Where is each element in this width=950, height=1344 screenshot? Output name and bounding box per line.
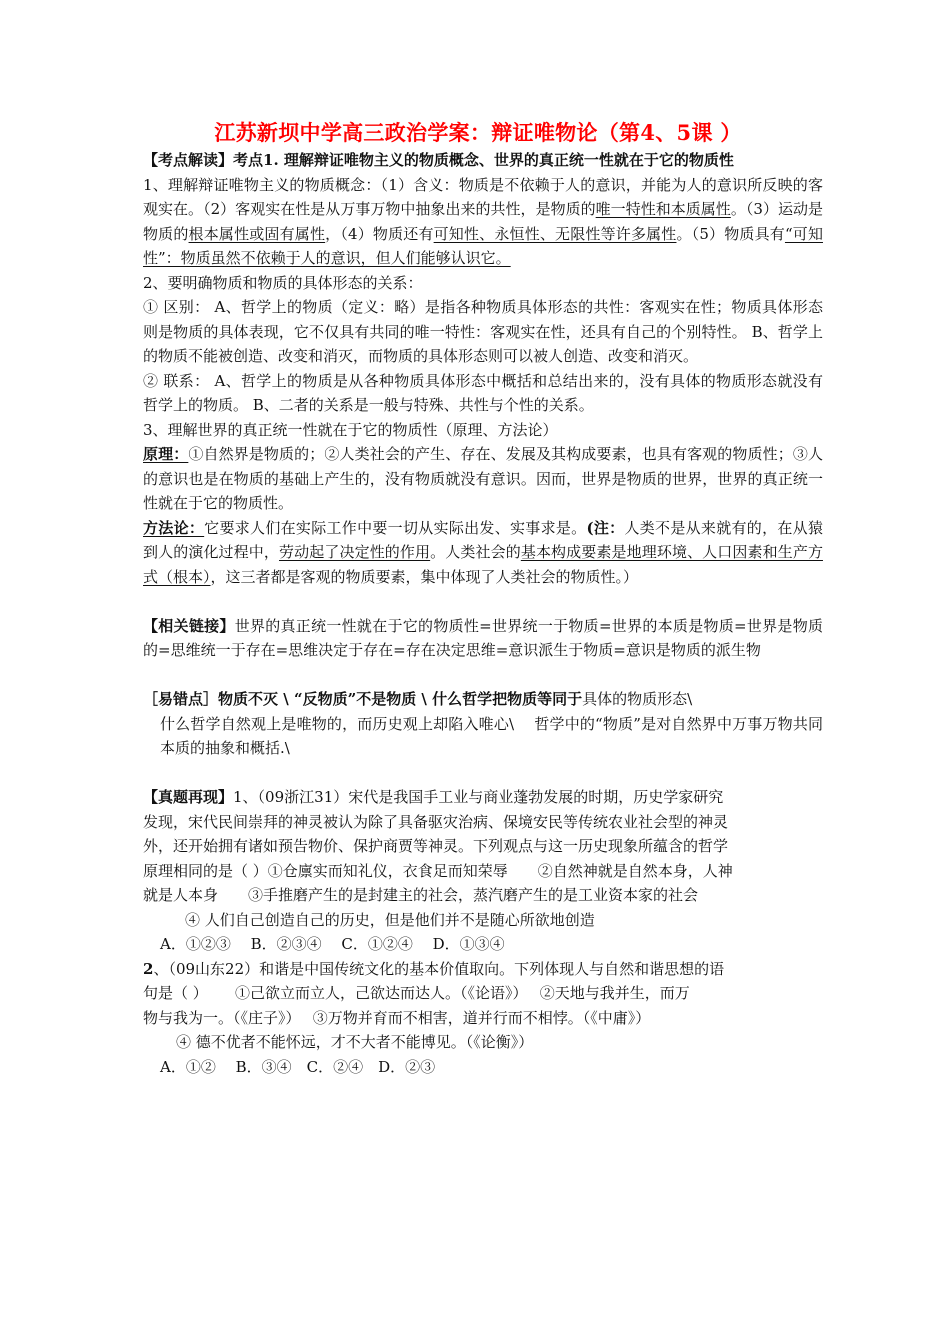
question-1 bbox=[143, 785, 823, 957]
related-link-text: 世界的真正统一性就在于它的物质性=世界统一于物质=世界的本质是物质=世界是物质的=思维统一于存在=思维决定于存在=存在决定思维=意识派生于物质=意识是物质的派生物 bbox=[143, 616, 823, 659]
text-run: 它要求人们在实际工作中要一切从实际出发、实事求是。 bbox=[204, 518, 587, 537]
question-1-line bbox=[143, 785, 823, 810]
question-1-options: A．①②③ B．②③④ C．①②④ D．①③④ bbox=[160, 935, 505, 953]
question-2-line: 物与我为一。（《庄子》） ③万物并育而不相害，道并行而不相悖。（《中庸》） bbox=[143, 1008, 651, 1027]
question-text: 1、（09浙江31）宋代是我国手工业与商业蓬勃发展的时期，历史学家研究 bbox=[233, 788, 724, 806]
related-link-tag: 【相关链接】 bbox=[143, 616, 235, 635]
question-2-line bbox=[143, 957, 823, 982]
text-run: ，这三者都是客观的物质要素，集中体现了人类社会的物质性。） bbox=[210, 567, 639, 586]
document-page bbox=[143, 118, 823, 1079]
underlined-text: “可知性”：物质虽然不依赖于人的意识，但人们能够认识它。 bbox=[143, 224, 823, 267]
spacer bbox=[143, 663, 823, 688]
related-link-paragraph bbox=[143, 614, 823, 663]
question-2-number: 2 bbox=[143, 959, 154, 978]
principle-label: 原理： bbox=[143, 445, 189, 463]
question-2-options: A．①② B．③④ C．②④ D．②③ bbox=[160, 1057, 436, 1076]
error-points-paragraph bbox=[143, 687, 823, 712]
spacer bbox=[143, 761, 823, 786]
principle-paragraph bbox=[143, 442, 823, 516]
error-points-line-2: 什么哲学自然观上是唯物的，而历史观上却陷入唯心\ 哲学中的“物质”是对自然界中万事万物共同本质的抽象和概括.\ bbox=[160, 714, 823, 757]
question-2-line: 句是（ ） ①己欲立而立人，己欲达而达人。（《论语》） ②天地与我并生，而万 bbox=[143, 984, 690, 1002]
question-2-item-4: ④ 德不优者不能怀远，才不大者不能博见。（《论衡》） bbox=[176, 1033, 534, 1051]
question-1-item-4: ④ 人们自己创造自己的历史，但是他们并不是随心所欲地创造 bbox=[185, 910, 595, 929]
error-points-tag: ［易错点］ bbox=[143, 690, 219, 708]
question-1-line: 发现，宋代民间崇拜的神灵被认为除了具备驱灾治病、保境安民等传统农业社会型的神灵 bbox=[143, 812, 729, 831]
text-run: 。人类社会的 bbox=[430, 543, 521, 561]
question-text: 、（09山东22）和谐是中国传统文化的基本价值取向。下列体现人与自然和谐思想的语 bbox=[153, 959, 725, 978]
underlined-text: 基本构成要素是地理环境、人口因素和生产方式（根本） bbox=[143, 543, 823, 586]
note-label: (注： bbox=[586, 518, 625, 537]
text-run: ，（4）物质还有 bbox=[325, 224, 434, 243]
kaodian-difference: ① 区别： A、哲学上的物质（定义：略）是指各种物质具体形态的共性：客观实在性；物质具体形态则是物质的具体表现，它不仅具有共同的唯一特性：客观实在性，还具有自己的个别特性。 B、哲学上的物质不能被创造、改变和消灭，而物质的具体形态则可以被人创造、改变和消灭。 bbox=[143, 298, 823, 365]
methodology-label: 方法论： bbox=[143, 518, 205, 537]
question-1-line: 原理相同的是（ ）①仓廪实而知礼仪，衣食足而知荣辱 ②自然神就是自然本身，人神 bbox=[143, 861, 733, 880]
question-2 bbox=[143, 957, 823, 1080]
kaodian-connection: ② 联系： A、哲学上的物质是从各种物质具体形态中概括和总结出来的，没有具体的物质形态就没有哲学上的物质。 B、二者的关系是一般与特殊、共性与个性的关系。 bbox=[143, 371, 823, 414]
kaodian-tag: 【考点解读】 bbox=[143, 151, 234, 169]
text-run: 人类不是从来就有的，在从猿到人的演化过程中， bbox=[143, 518, 823, 561]
kaodian-heading bbox=[143, 148, 823, 173]
spacer bbox=[143, 589, 823, 614]
question-1-line: 外，还开始拥有诸如预告物价、保护商贾等神灵。下列观点与这一历史现象所蕴含的哲学 bbox=[143, 837, 729, 855]
underlined-text: 可知性、永恒性、无限性等许多属性 bbox=[433, 224, 677, 243]
principle-text: ①自然界是物质的；②人类社会的产生、存在、发展及其构成要素，也具有客观的物质性；③人的意识也是在物质的基础上产生的，没有物质就没有意识。因而，世界是物质的世界，世界的真正统一性就在于它的物质性。 bbox=[143, 445, 823, 512]
question-1-line: 就是人本身 ③手推磨产生的是封建主的社会，蒸汽磨产生的是工业资本家的社会 bbox=[143, 886, 699, 904]
kaodian-paragraph-1 bbox=[143, 173, 823, 271]
error-points-rest: 具体的物质形态\ bbox=[582, 690, 693, 708]
kaodian-heading-text: 考点1. 理解辩证唯物主义的物质概念、世界的真正统一性就在于它的物质性 bbox=[233, 151, 734, 169]
text-run: 1、理解辩证唯物主义的物质概念：（1）含义：物质是不依赖于人的意识，并能为人的意识所反映的客观实在。（2）客观实在性是从万事万物中抽象出来的共性，是物质的 bbox=[143, 175, 823, 218]
underlined-text: 根本属性或固有属性 bbox=[188, 224, 326, 243]
error-points-bold: 物质不灭 \ “反物质”不是物质 \ 什么哲学把物质等同于 bbox=[218, 690, 583, 708]
underlined-text: 唯一特性和本质属性 bbox=[595, 200, 731, 218]
text-run: 。（3）运动是物质的 bbox=[143, 200, 824, 243]
underlined-text: 劳动起了决定性的作用 bbox=[279, 543, 431, 561]
document-title: 江苏新坝中学高三政治学案：辩证唯物论（第4、5课 ） bbox=[214, 120, 742, 145]
kaodian-paragraph-3: 3、理解世界的真正统一性就在于它的物质性（原理、方法论） bbox=[143, 420, 558, 439]
kaodian-paragraph-2: 2、要明确物质和物质的具体形态的关系： bbox=[143, 273, 423, 292]
real-questions-tag: 【真题再现】 bbox=[143, 788, 234, 806]
text-run: 。（5）物质具有 bbox=[676, 224, 785, 243]
methodology-paragraph bbox=[143, 516, 823, 590]
